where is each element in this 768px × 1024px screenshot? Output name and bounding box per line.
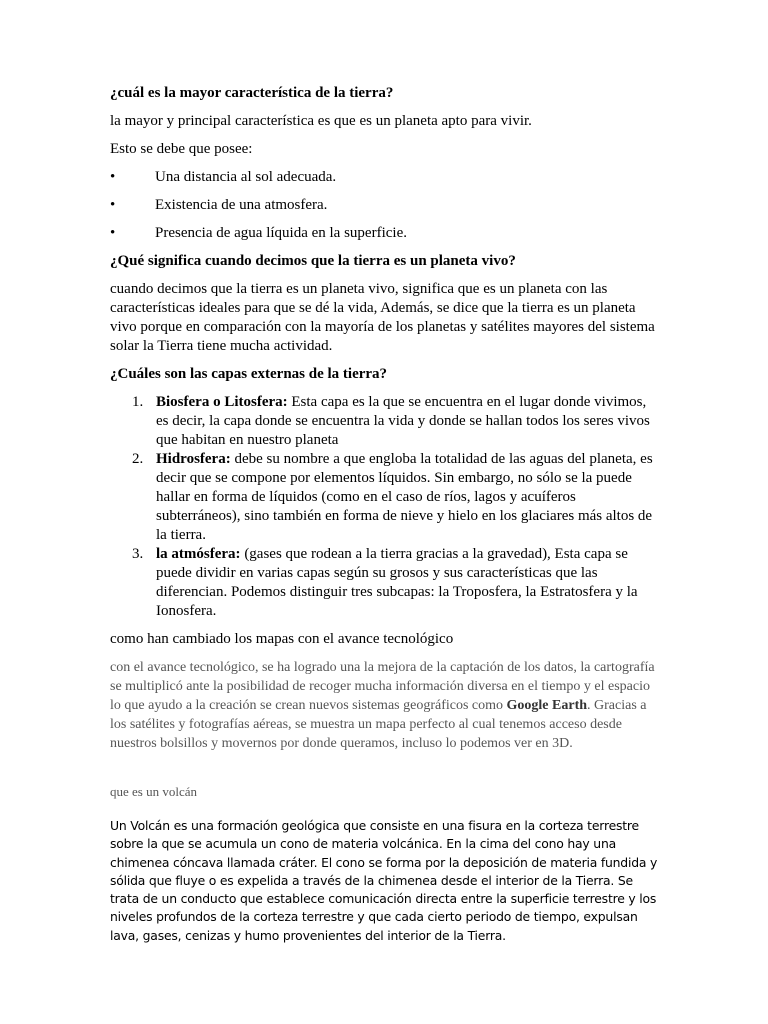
question-living-planet: ¿Qué significa cuando decimos que la tierra es un planeta vivo? bbox=[110, 253, 516, 269]
list-item bbox=[110, 196, 660, 215]
layers-list bbox=[110, 393, 660, 621]
list-item bbox=[110, 224, 660, 243]
layer-term: la atmósfera: bbox=[156, 546, 241, 562]
answer-maps-technology bbox=[110, 658, 660, 753]
layer-description: Esta capa es la que se encuentra en el lugar donde vivimos, es decir, la capa donde se encuentra la vida y donde se hallan todos los seres vivos que habitan en nuestro planeta bbox=[156, 394, 650, 448]
list-number: 2. bbox=[132, 451, 144, 467]
answer-main-characteristic: la mayor y principal característica es que es un planeta apto para vivir. bbox=[110, 113, 532, 129]
list-item bbox=[110, 545, 660, 621]
layer-description: (gases que rodean a la tierra gracias a la gravedad), Esta capa se puede dividir en varias capas según su grosos y sus características que las diferencian. Podemos distinguir tres subcapas: la Troposfera, la Estratosfera y la Ionosfera. bbox=[156, 546, 638, 619]
list-item bbox=[110, 393, 660, 450]
question-main-characteristic: ¿cuál es la mayor característica de la tierra? bbox=[110, 85, 394, 101]
question-volcano: que es un volcán bbox=[110, 784, 198, 799]
bullet-icon: • bbox=[110, 225, 116, 241]
google-earth-label: Google Earth bbox=[506, 698, 588, 713]
list-number: 1. bbox=[132, 394, 144, 410]
answer-intro-list: Esto se debe que posee: bbox=[110, 141, 253, 157]
layer-term: Biosfera o Litosfera: bbox=[156, 394, 288, 410]
question-external-layers: ¿Cuáles son las capas externas de la tierra? bbox=[110, 366, 388, 382]
list-item-text: Presencia de agua líquida en la superficie. bbox=[155, 225, 407, 241]
answer-text-part: . Gracias a los satélites y fotografías aéreas, se muestra un mapa perfecto al cual tenemos acceso desde nuestros bolsillos y movernos por donde queramos, incluso lo podemos ver en 3D. bbox=[110, 698, 647, 751]
bullet-icon: • bbox=[110, 197, 116, 213]
list-number: 3. bbox=[132, 546, 144, 562]
list-item-text: Existencia de una atmosfera. bbox=[155, 197, 328, 213]
characteristics-list bbox=[110, 168, 660, 243]
answer-text-part: con el avance tecnológico, se ha logrado una la mejora de la captación de los datos, la cartografía se multiplicó ante la posibilidad de recoger mucha información diversa en el tiempo y el espacio lo que ayudo a la creación se crean nuevos sistemas geográficos como bbox=[110, 660, 655, 713]
answer-living-planet: cuando decimos que la tierra es un planeta vivo, significa que es un planeta con las características ideales para que se dé la vida, Además, se dice que la tierra es un planeta vivo porque en comparación con la mayoría de los planetas y satélites mayores del sistema solar la Tierra tiene mucha actividad. bbox=[110, 281, 655, 354]
document-body bbox=[110, 84, 660, 945]
layer-term: Hidrosfera: bbox=[156, 451, 231, 467]
list-item bbox=[110, 168, 660, 187]
list-item-text: Una distancia al sol adecuada. bbox=[155, 169, 337, 185]
list-item bbox=[110, 450, 660, 545]
question-maps-technology: como han cambiado los mapas con el avance tecnológico bbox=[110, 631, 454, 647]
answer-volcano: Un Volcán es una formación geológica que consiste en una fisura en la corteza terrestre sobre la que se acumula un cono de materia volcánica. En la cima del cono hay una chimenea cóncava llamada cráter. El cono se forma por la deposición de materia fundida y sólida que fluye o es expelida a través de la chimenea desde el interior de la Tierra. Se trata de un conducto que establece comunicación directa entre la superficie terrestre y los niveles profundos de la corteza terrestre y que cada cierto periodo de tiempo, expulsan lava, gases, cenizas y humo provenientes del interior de la Tierra. bbox=[110, 818, 658, 943]
layer-description: debe su nombre a que engloba la totalidad de las aguas del planeta, es decir que se compone por elementos líquidos. Sin embargo, no sólo se la puede hallar en forma de líquidos (como en el caso de ríos, lagos y acuíferos subterráneos), sino también en forma de nieve y hielo en los glaciares más altos de la tierra. bbox=[156, 451, 653, 543]
bullet-icon: • bbox=[110, 169, 116, 185]
